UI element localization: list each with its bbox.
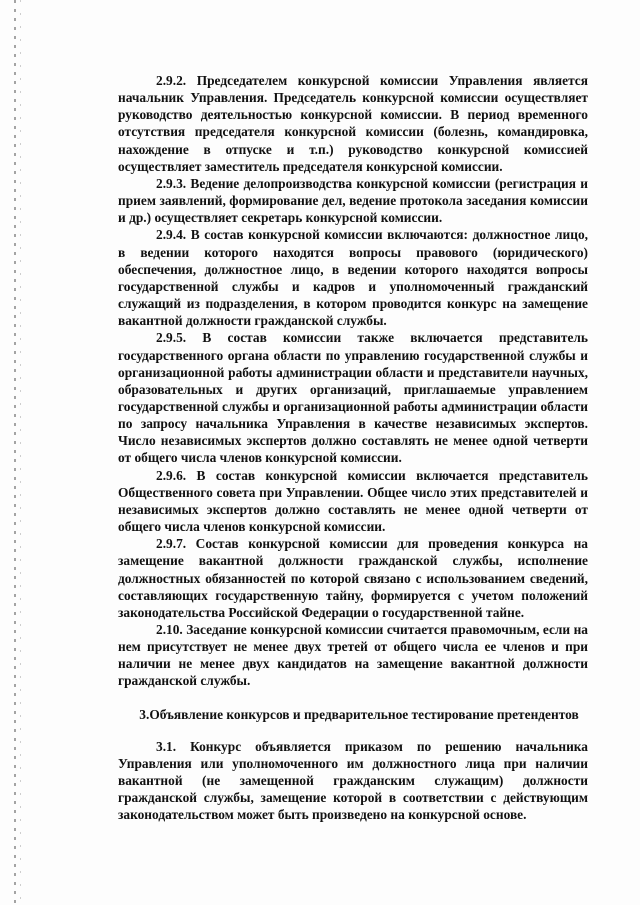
paragraph-2-9-5: 2.9.5. В состав комиссии также включается представитель государственного органа области по управлению государственной службы и организационной работы администрации области и представители научных, образовательных и других организаций, приглашаемые управлением государственной службы и организационной работы администрации области по запросу начальника Управления в качестве независимых экспертов. Число независимых экспертов должно составлять не менее одной четверти от общего числа членов конкурсной комиссии. (118, 330, 588, 466)
paragraph-3-1: 3.1. Конкурс объявляется приказом по решению начальника Управления или уполномоченного им должностного лица при наличии вакантной (не замещенной гражданским служащим) должности гражданской службы, замещение которой в соответствии с действующим законодательством может быть произведено на конкурсной основе. (118, 738, 588, 823)
section-heading: 3.Объявление конкурсов и предварительное тестирование претендентов (139, 706, 579, 722)
binding-edge-marks (14, 0, 16, 905)
document-body (118, 72, 588, 824)
paragraph-2-9-4: 2.9.4. В состав конкурсной комиссии включаются: должностное лицо, в ведении которого находятся вопросы правового (юридического) обеспечения, должностное лицо, в ведении которого находятся вопросы государственной службы и кадров и уполномоченный гражданский служащий из подразделения, в котором проводится конкурс на замещение вакантной должности гражданской службы. (118, 227, 588, 329)
binding-edge-marks-secondary (20, 0, 21, 905)
paragraph-2-10: 2.10. Заседание конкурсной комиссии считается правомочным, если на нем присутствует не менее двух третей от общего числа ее членов и при наличии не менее двух кандидатов на замещение вакантной должности гражданской службы. (118, 622, 588, 689)
paragraph-2-9-7: 2.9.7. Состав конкурсной комиссии для проведения конкурса на замещение вакантной должности гражданской службы, исполнение должностных обязанностей по которой связано с использованием сведений, составляющих государственную тайну, формируется с учетом положений законодательства Российской Федерации о государственной тайне. (118, 536, 588, 620)
paragraph-2-9-6: 2.9.6. В состав конкурсной комиссии включается представитель Общественного совета при Управлении. Общее число этих представителей и независимых экспертов должно составлять не менее одной четверти от общего числа членов конкурсной комиссии. (118, 467, 588, 535)
paragraph-2-9-3: 2.9.3. Ведение делопроизводства конкурсной комиссии (регистрация и прием заявлений, формирование дел, ведение протокола заседания комиссии и др.) осуществляет секретарь конкурсной комиссии. (118, 175, 588, 226)
paragraph-2-9-2: 2.9.2. Председателем конкурсной комиссии Управления является начальник Управления. Председатель конкурсной комиссии осуществляет руководство деятельностью конкурсной комиссии. В период временного отсутствия председателя конкурсной комиссии (болезнь, командировка, нахождение в отпуске и т.п.) руководство конкурсной комиссией осуществляет заместитель председателя конкурсной комиссии. (118, 73, 588, 174)
